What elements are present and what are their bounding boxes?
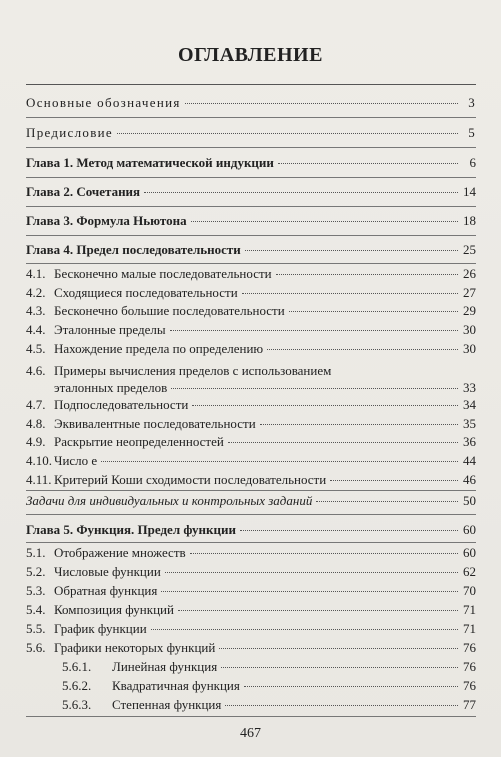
toc-entry-page: 70	[463, 583, 476, 598]
toc-entry-text: Подпоследовательности	[54, 397, 189, 412]
toc-entry-text: Число e	[54, 453, 98, 468]
toc-entry-page: 36	[463, 434, 476, 449]
toc-entry-4-5[interactable]	[26, 341, 476, 361]
dot-leader	[278, 163, 458, 164]
toc-entry-number: 4.2.	[26, 285, 46, 300]
toc-entry-number: 5.5.	[26, 621, 46, 636]
toc-entry-line-2	[26, 379, 476, 396]
dot-leader	[225, 705, 458, 706]
toc-entry-number: 5.4.	[26, 602, 46, 617]
toc-entry-text: Эталонные пределы	[54, 322, 166, 337]
dot-leader	[144, 192, 458, 193]
dot-leader	[171, 388, 458, 389]
toc-entry-text: Бесконечно малые последовательности	[54, 266, 272, 281]
toc-entry-number: 4.9.	[26, 434, 46, 449]
dot-leader	[151, 629, 458, 630]
toc-entry-5-6-3[interactable]	[26, 697, 476, 717]
toc-entry-4-9[interactable]	[26, 434, 476, 454]
section-rule	[26, 542, 476, 543]
toc-entry-text: Предисловие	[26, 125, 113, 140]
toc-entry-page: 14	[463, 184, 476, 199]
dot-leader	[117, 133, 458, 134]
toc-entry-number: 5.3.	[26, 583, 46, 598]
toc-entry-page: 3	[468, 95, 476, 110]
toc-entry-page: 46	[463, 472, 476, 487]
toc-entry-4-6[interactable]	[26, 362, 476, 396]
toc-entry-5-3[interactable]	[26, 583, 476, 603]
section-rule	[26, 235, 476, 236]
toc-entry-text: Бесконечно большие последовательности	[54, 303, 285, 318]
toc-entry-text: Основные обозначения	[26, 95, 181, 110]
toc-entry-page: 62	[463, 564, 476, 579]
dot-leader	[221, 667, 458, 668]
toc-entry-4-8[interactable]	[26, 416, 476, 436]
toc-entry-5-2[interactable]	[26, 564, 476, 584]
toc-entry-text: Обратная функция	[54, 583, 158, 598]
dot-leader	[219, 648, 458, 649]
toc-entry-text: Степенная функция	[112, 697, 222, 712]
dot-leader	[245, 250, 458, 251]
dot-leader	[330, 480, 458, 481]
toc-entry-number: 5.6.1.	[62, 659, 92, 674]
toc-entry-number: 5.6.	[26, 640, 46, 655]
dot-leader	[185, 103, 458, 104]
toc-entry-number: 4.3.	[26, 303, 46, 318]
section-rule	[26, 177, 476, 178]
toc-entry-text: Критерий Коши сходимости последовательности	[54, 472, 327, 487]
dot-leader	[190, 553, 458, 554]
toc-entry-number: 4.10.	[26, 453, 52, 468]
toc-entry-page: 44	[463, 453, 476, 468]
toc-entry-number: 4.1.	[26, 266, 46, 281]
toc-entry-text: Композиция функций	[54, 602, 174, 617]
toc-entry-number: 5.6.3.	[62, 697, 92, 712]
toc-entry-page: 60	[463, 545, 476, 560]
toc-entry-page: 71	[463, 621, 476, 636]
dot-leader	[260, 424, 458, 425]
section-rule	[26, 206, 476, 207]
toc-entry-text: Глава 1. Метод математической индукции	[26, 155, 274, 170]
toc-entry-text: Глава 5. Функция. Предел функции	[26, 522, 236, 537]
toc-entry-page: 34	[463, 397, 476, 412]
toc-entry-text: График функции	[54, 621, 147, 636]
dot-leader	[161, 591, 458, 592]
toc-entry-text: Графики некоторых функций	[54, 640, 216, 655]
toc-entry-number: 4.8.	[26, 416, 46, 431]
dot-leader	[191, 221, 458, 222]
toc-entry-text: Глава 3. Формула Ньютона	[26, 213, 187, 228]
toc-entry-page: 50	[463, 493, 476, 508]
toc-entry-5-1[interactable]	[26, 545, 476, 565]
toc-entry-chapter-3[interactable]	[26, 213, 476, 233]
toc-entry-text: Примеры вычисления пределов с использованием	[54, 363, 332, 378]
toc-entry-5-6-1[interactable]	[26, 659, 476, 679]
toc-entry-text: Нахождение предела по определению	[54, 341, 264, 356]
toc-entry-page: 76	[463, 640, 476, 655]
toc-entry-page: 35	[463, 416, 476, 431]
toc-entry-preface[interactable]	[26, 125, 476, 145]
toc-entry-4-2[interactable]	[26, 285, 476, 305]
toc-entry-text: Задачи для индивидуальных и контрольных заданий	[26, 493, 313, 508]
toc-entry-5-5[interactable]	[26, 621, 476, 641]
toc-entry-page: 5	[468, 125, 476, 140]
toc-entry-page: 30	[463, 322, 476, 337]
section-rule	[26, 716, 476, 717]
toc-entry-page: 27	[463, 285, 476, 300]
dot-leader	[244, 686, 458, 687]
toc-entry-chapter-1[interactable]	[26, 155, 476, 175]
toc-entry-page: 76	[463, 678, 476, 693]
dot-leader	[170, 330, 458, 331]
toc-entry-text: Глава 4. Предел последовательности	[26, 242, 241, 257]
toc-entry-page: 30	[463, 341, 476, 356]
toc-entry-text: Эквивалентные последовательности	[54, 416, 256, 431]
section-rule	[26, 514, 476, 515]
dot-leader	[228, 442, 458, 443]
toc-entry-number: 4.7.	[26, 397, 46, 412]
toc-entry-text: Глава 2. Сочетания	[26, 184, 141, 199]
toc-entry-chapter-4[interactable]	[26, 242, 476, 262]
toc-entry-number: 4.6.	[26, 363, 46, 378]
toc-entry-text: Отображение множеств	[54, 545, 186, 560]
toc-entry-page: 71	[463, 602, 476, 617]
dot-leader	[178, 610, 458, 611]
section-rule	[26, 490, 476, 491]
dot-leader	[267, 349, 458, 350]
toc-entry-4-7[interactable]	[26, 397, 476, 417]
dot-leader	[289, 311, 458, 312]
toc-entry-4-4[interactable]	[26, 322, 476, 342]
toc-entry-4-3[interactable]	[26, 303, 476, 323]
page-number: 467	[240, 726, 261, 741]
toc-entry-page: 76	[463, 659, 476, 674]
toc-entry-text: Сходящиеся последовательности	[54, 285, 238, 300]
toc-entry-text: Раскрытие неопределенностей	[54, 434, 224, 449]
toc-entry-exercises[interactable]	[26, 493, 476, 513]
toc-entry-text: Линейная функция	[112, 659, 218, 674]
toc-entry-number: 4.5.	[26, 341, 46, 356]
toc-entry-number: 5.2.	[26, 564, 46, 579]
section-rule	[26, 147, 476, 148]
toc-entry-chapter-5[interactable]	[26, 522, 476, 542]
toc-entry-page: 6	[469, 155, 476, 170]
dot-leader	[316, 501, 458, 502]
toc-entry-page: 26	[463, 266, 476, 281]
toc-title: ОГЛАВЛЕНИЕ	[178, 44, 323, 66]
toc-entry-page: 25	[463, 242, 476, 257]
toc-entry-number: 4.11.	[26, 472, 52, 487]
toc-entry-4-1[interactable]	[26, 266, 476, 286]
toc-entry-line-1	[26, 362, 476, 379]
toc-entry-page: 77	[463, 697, 476, 712]
toc-entry-4-10[interactable]	[26, 453, 476, 473]
toc-entry-number: 5.1.	[26, 545, 46, 560]
section-rule	[26, 263, 476, 264]
toc-entry-page: 33	[463, 380, 476, 395]
toc-entry-page: 60	[463, 522, 476, 537]
section-rule	[26, 117, 476, 118]
toc-entry-text: Квадратичная функция	[112, 678, 240, 693]
dot-leader	[242, 293, 458, 294]
toc-entry-page: 29	[463, 303, 476, 318]
toc-entry-notation[interactable]	[26, 95, 476, 115]
dot-leader	[240, 530, 458, 531]
toc-entry-5-4[interactable]	[26, 602, 476, 622]
dot-leader	[276, 274, 458, 275]
toc-entry-text: эталонных пределов	[54, 380, 168, 395]
dot-leader	[101, 461, 458, 462]
toc-entry-4-11[interactable]	[26, 472, 476, 492]
dot-leader	[165, 572, 458, 573]
toc-entry-number: 4.4.	[26, 322, 46, 337]
toc-entry-5-6-2[interactable]	[26, 678, 476, 698]
toc-entry-page: 18	[463, 213, 476, 228]
dot-leader	[192, 405, 458, 406]
toc-entry-number: 5.6.2.	[62, 678, 92, 693]
toc-entry-text: Числовые функции	[54, 564, 161, 579]
toc-entry-5-6[interactable]	[26, 640, 476, 660]
toc-entry-chapter-2[interactable]	[26, 184, 476, 204]
